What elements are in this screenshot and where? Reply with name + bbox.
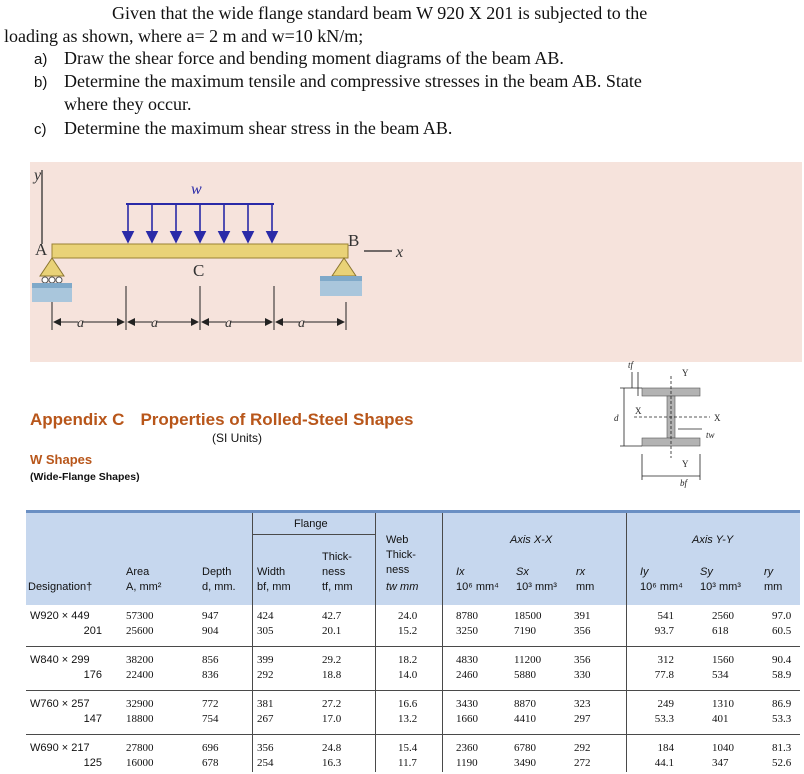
cell-rx: 356: [574, 654, 591, 666]
cell-web-thickness: 15.4: [398, 742, 418, 754]
cell-depth: 754: [202, 713, 219, 725]
cell-designation: 201: [83, 625, 102, 637]
item-label-b: b): [34, 74, 48, 91]
item-label-c: c): [34, 121, 47, 138]
cell-ry: 97.0: [772, 610, 792, 622]
cell-sy: 401: [712, 713, 729, 725]
item-label-a: a): [34, 51, 48, 68]
header-iy: Iy: [640, 566, 649, 578]
y-top-label: Y: [682, 368, 689, 378]
cell-width: 267: [257, 713, 274, 725]
cell-ry: 90.4: [772, 654, 792, 666]
cell-rx: 272: [574, 757, 591, 769]
cell-rx: 391: [574, 610, 591, 622]
load-w-label: w: [191, 181, 202, 198]
header-thick: Thick-: [322, 551, 352, 563]
problem-line-1: loading as shown, where a= 2 m and w=10 kN/m;: [4, 26, 364, 46]
cell-flange-thickness: 16.3: [322, 757, 342, 769]
load-arrows: [128, 204, 272, 242]
header-area: Area: [126, 566, 150, 578]
cell-area: 25600: [126, 625, 154, 637]
cell-width: 305: [257, 625, 274, 637]
cell-width: 381: [257, 698, 274, 710]
appendix-title: Appendix C Properties of Rolled-Steel Shapes: [30, 410, 414, 429]
cell-iy: 44.1: [654, 757, 674, 769]
cell-depth: 678: [202, 757, 219, 769]
cell-iy: 312: [657, 654, 674, 666]
cell-rx: 323: [574, 698, 591, 710]
cell-web-thickness: 14.0: [398, 669, 418, 681]
cell-sx: 6780: [514, 742, 536, 754]
tw-label: tw: [706, 430, 715, 440]
cell-area: 38200: [126, 654, 154, 666]
cell-ix: 8780: [456, 610, 478, 622]
header-rx-unit: mm: [576, 581, 595, 593]
cell-designation: 176: [83, 669, 102, 681]
header-sy: Sy: [700, 566, 713, 578]
cell-width: 292: [257, 669, 274, 681]
header-axis-y: Axis Y-Y: [692, 534, 734, 546]
cell-depth: 947: [202, 610, 219, 622]
cell-rx: 292: [574, 742, 591, 754]
header-designation: Designation†: [28, 581, 93, 593]
cell-area: 16000: [126, 757, 154, 769]
cell-flange-thickness: 18.8: [322, 669, 342, 681]
x-right-label: X: [714, 413, 721, 423]
cell-iy: 93.7: [654, 625, 674, 637]
header-web: Web: [386, 534, 409, 546]
cell-sy: 618: [712, 625, 729, 637]
cell-area: 57300: [126, 610, 154, 622]
y-bottom-label: Y: [682, 459, 689, 469]
cell-ix: 4830: [456, 654, 478, 666]
cell-sx: 11200: [514, 654, 542, 666]
header-rx: rx: [576, 566, 586, 578]
header-sy-unit: 10³ mm³: [700, 581, 741, 593]
x-left-label: X: [635, 406, 642, 416]
header-area-unit: A, mm²: [126, 581, 162, 593]
point-a-label: A: [35, 240, 48, 259]
cell-sx: 7190: [514, 625, 536, 637]
section-sketch: [612, 358, 772, 490]
cell-designation: W840 × 299: [30, 654, 90, 666]
svg-text:a: a: [77, 316, 84, 331]
cell-sy: 534: [712, 669, 729, 681]
cell-designation: W690 × 217: [30, 742, 90, 754]
cell-web-thickness: 16.6: [398, 698, 418, 710]
cell-sy: 347: [712, 757, 729, 769]
problem-line-0: Given that the wide flange standard beam W 920 X 201 is subjected to the: [112, 3, 648, 23]
point-c-label: C: [193, 261, 205, 280]
cell-depth: 772: [202, 698, 219, 710]
header-depth-unit: d, mm.: [202, 581, 236, 593]
header-width-unit: bf, mm: [257, 581, 291, 593]
cell-flange-thickness: 20.1: [322, 625, 342, 637]
support-b: [320, 258, 362, 296]
cell-ry: 86.9: [772, 698, 792, 710]
header-web-ness: ness: [386, 564, 410, 576]
header-width: Width: [257, 566, 286, 578]
header-ry: ry: [764, 566, 774, 578]
item-b-text-cont: where they occur.: [64, 94, 192, 114]
cell-flange-thickness: 24.8: [322, 742, 342, 754]
cell-depth: 836: [202, 669, 219, 681]
cell-sy: 1310: [712, 698, 734, 710]
header-ix-unit: 10⁶ mm⁴: [456, 581, 499, 593]
cell-rx: 330: [574, 669, 591, 681]
cell-web-thickness: 11.7: [398, 757, 417, 769]
cell-depth: 696: [202, 742, 219, 754]
item-c-text: Determine the maximum shear stress in the beam AB.: [64, 118, 453, 138]
cell-ix: 2460: [456, 669, 478, 681]
cell-iy: 77.8: [654, 669, 674, 681]
cell-iy: 249: [657, 698, 674, 710]
cell-designation: 125: [83, 757, 102, 769]
cell-ix: 1660: [456, 713, 478, 725]
cell-depth: 904: [202, 625, 219, 637]
cell-iy: 184: [657, 742, 674, 754]
beam-figure: [30, 162, 802, 362]
cell-sx: 3490: [514, 757, 536, 769]
cell-iy: 541: [657, 610, 674, 622]
w-shapes-heading: W Shapes: [30, 452, 93, 467]
cell-web-thickness: 15.2: [398, 625, 418, 637]
x-axis-label: x: [396, 244, 404, 261]
header-ry-unit: mm: [764, 581, 783, 593]
cell-ry: 81.3: [772, 742, 792, 754]
header-thick-unit: tf, mm: [322, 581, 353, 593]
cell-sx: 4410: [514, 713, 536, 725]
header-web-thick: Thick-: [386, 549, 416, 561]
cell-iy: 53.3: [654, 713, 674, 725]
cell-ry: 53.3: [772, 713, 792, 725]
header-thick-ness: ness: [322, 566, 346, 578]
cell-area: 32900: [126, 698, 154, 710]
cell-designation: W760 × 257: [30, 698, 90, 710]
cell-web-thickness: 18.2: [398, 654, 418, 666]
header-iy-unit: 10⁶ mm⁴: [640, 581, 683, 593]
cell-area: 18800: [126, 713, 154, 725]
cell-rx: 297: [574, 713, 591, 725]
svg-text:a: a: [298, 316, 305, 331]
cell-width: 399: [257, 654, 274, 666]
cell-width: 424: [257, 610, 274, 622]
svg-text:a: a: [225, 316, 232, 331]
cell-ix: 2360: [456, 742, 478, 754]
w-shapes-table: [26, 510, 800, 772]
point-b-label: B: [348, 231, 360, 250]
cell-sx: 8870: [514, 698, 536, 710]
d-label: d: [614, 413, 619, 423]
appendix-subtitle: (SI Units): [212, 431, 263, 445]
wide-flange-heading: (Wide-Flange Shapes): [30, 471, 140, 483]
cell-sx: 18500: [514, 610, 542, 622]
cell-ry: 60.5: [772, 625, 792, 637]
cell-sy: 2560: [712, 610, 734, 622]
header-web-tw: tw mm: [386, 581, 419, 593]
cell-area: 22400: [126, 669, 154, 681]
header-sx: Sx: [516, 566, 529, 578]
item-a-text: Draw the shear force and bending moment diagrams of the beam AB.: [64, 48, 564, 68]
cell-rx: 356: [574, 625, 591, 637]
cell-designation: 147: [83, 713, 102, 725]
header-flange: Flange: [294, 518, 328, 530]
beam-diagram: [30, 162, 802, 362]
header-ix: Ix: [456, 566, 465, 578]
dimension-labels: [77, 316, 305, 331]
cell-flange-thickness: 42.7: [322, 610, 342, 622]
item-b-text: Determine the maximum tensile and compressive stresses in the beam AB. State: [64, 71, 642, 91]
support-a: [32, 258, 72, 302]
beam-ab: [52, 244, 348, 258]
cell-flange-thickness: 29.2: [322, 654, 342, 666]
y-axis-label: y: [34, 167, 42, 184]
cell-ix: 3430: [456, 698, 478, 710]
cell-sx: 5880: [514, 669, 536, 681]
cell-web-thickness: 24.0: [398, 610, 418, 622]
cell-depth: 856: [202, 654, 219, 666]
cell-flange-thickness: 17.0: [322, 713, 342, 725]
cell-ix: 3250: [456, 625, 478, 637]
cell-flange-thickness: 27.2: [322, 698, 342, 710]
cell-width: 254: [257, 757, 274, 769]
cell-ry: 58.9: [772, 669, 792, 681]
cell-ix: 1190: [456, 757, 478, 769]
cell-ry: 52.6: [772, 757, 792, 769]
cell-designation: W920 × 449: [30, 610, 90, 622]
header-depth: Depth: [202, 566, 232, 578]
cell-web-thickness: 13.2: [398, 713, 418, 725]
header-axis-x: Axis X-X: [510, 534, 553, 546]
header-sx-unit: 10³ mm³: [516, 581, 557, 593]
svg-text:a: a: [151, 316, 158, 331]
cell-width: 356: [257, 742, 274, 754]
cell-area: 27800: [126, 742, 154, 754]
bf-label: bf: [680, 478, 688, 488]
cell-sy: 1560: [712, 654, 734, 666]
cell-sy: 1040: [712, 742, 734, 754]
tf-label: tf: [628, 360, 634, 370]
